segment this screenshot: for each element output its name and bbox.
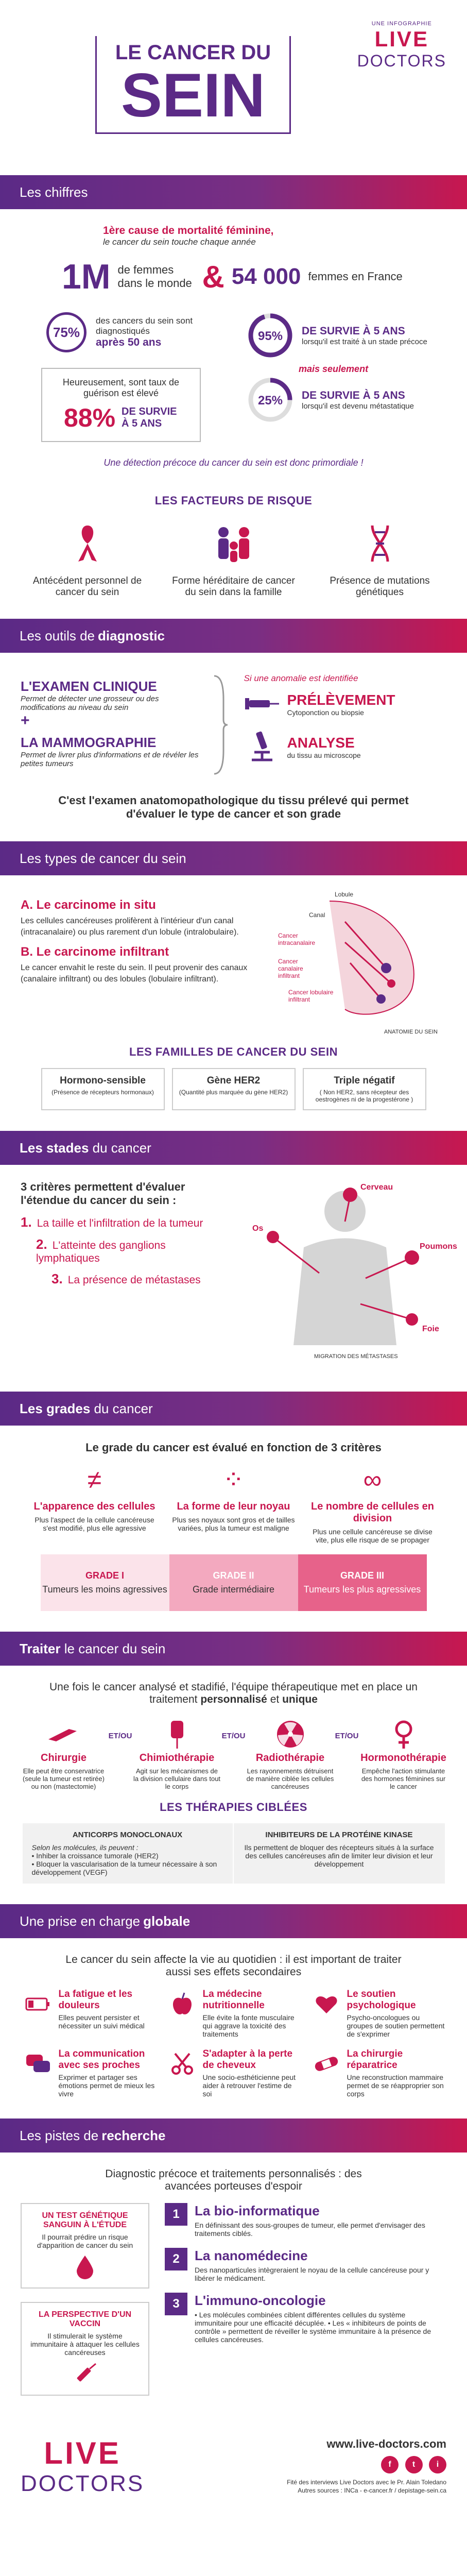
type-a-desc: Les cellules cancéreuses prolifèrent à l'intérieur d'un canal (intracanalaire) ou plus rarement d'un lobule (intralobulaire). xyxy=(21,917,239,937)
detection-text: Une détection précoce du cancer du sein est donc primordiale ! xyxy=(103,457,364,468)
prise-desc: Elles peuvent persister et nécessiter un suivi médical xyxy=(58,2013,145,2030)
anat-caption: ANATOMIE DU SEIN xyxy=(384,1029,438,1035)
grade-label: GRADE II xyxy=(213,1570,254,1581)
grade-criterion xyxy=(169,1465,298,1544)
apple-icon xyxy=(167,1989,198,2020)
label-foie: Foie xyxy=(422,1325,439,1333)
not-equal-icon: ≠ xyxy=(87,1465,102,1494)
famille-name: Triple négatif xyxy=(334,1075,395,1086)
treatment-desc: Empêche l'action stimulante des hormones féminines sur le cancer xyxy=(361,1767,446,1790)
treatment-title: Hormonothérapie xyxy=(360,1752,446,1764)
stade-text: La présence de métastases xyxy=(67,1274,201,1286)
prise-desc: Exprimer et partager ses émotions permet de mieux les vivre xyxy=(58,2073,155,2098)
type-b-desc: Le cancer envahit le reste du sein. Il peut provenir des canaux (canalaire infiltrant) ou des lobules (lobulaire infiltrant). xyxy=(21,963,248,984)
vaccine-icon xyxy=(72,2362,98,2387)
prise-title: La médecine nutritionnelle xyxy=(202,1989,265,2011)
pct88: 88% xyxy=(63,403,116,432)
band-label: Les types de cancer du sein xyxy=(20,850,186,866)
famille-desc: ( Non HER2, sans récepteur des oestrogènes ni de la progestérone ) xyxy=(315,1089,413,1103)
research-box-title: UN TEST GÉNÉTIQUE SANGUIN À L'ÉTUDE xyxy=(42,2211,128,2229)
grade-criterion xyxy=(308,1465,437,1544)
band-label: du cancer xyxy=(94,1400,153,1416)
prise-title: La chirurgie réparatrice xyxy=(347,2048,403,2071)
cause-title: 1ère cause de mortalité féminine, xyxy=(103,225,274,236)
chat-icon xyxy=(23,2048,54,2079)
famille-item xyxy=(41,1068,165,1110)
pct88-text: DE SURVIE À 5 ANS xyxy=(122,406,177,429)
famille-name: Hormono-sensible xyxy=(60,1075,146,1086)
pct25-ring xyxy=(247,377,293,423)
prise-title: La communication avec ses proches xyxy=(58,2048,145,2071)
section-band-stades xyxy=(0,1131,467,1165)
stade-text: L'atteinte des ganglions lymphatiques xyxy=(36,1240,166,1264)
prise-item xyxy=(167,2048,301,2098)
research-desc: • Les molécules combinées ciblent différentes cellules du système immunitaire pour une efficacité décuplée. • Les « inhibiteurs de points de contrôle » permettent de réveiller le système immunitaire à la présence de cellules cancéreuses. xyxy=(195,2311,431,2344)
research-box xyxy=(21,2203,149,2289)
prise-title: La fatigue et les douleurs xyxy=(58,1989,133,2011)
anat-intra: Cancer intracanalaire xyxy=(278,932,316,946)
grade-scale xyxy=(0,1554,467,1611)
cible-title: ANTICORPS MONOCLONAUX xyxy=(72,1831,183,1839)
cible-title: INHIBITEURS DE LA PROTÉINE KINASE xyxy=(265,1831,413,1839)
title-big: SEIN xyxy=(120,61,266,130)
prise-title: S'adapter à la perte de cheveux xyxy=(202,2048,293,2071)
twitter-icon[interactable]: t xyxy=(405,2456,423,2473)
criterion-title: La forme de leur noyau xyxy=(177,1501,290,1512)
migration-caption: MIGRATION DES MÉTASTASES xyxy=(314,1353,398,1360)
label-cerveau: Cerveau xyxy=(360,1183,393,1192)
famille-item xyxy=(172,1068,296,1110)
txt-monde: de femmes dans le monde xyxy=(117,263,192,290)
prise-item xyxy=(311,1989,445,2038)
pct25-value: 25% xyxy=(257,394,283,408)
section-band-recherche xyxy=(0,2119,467,2153)
cibles-title: LES THÉRAPIES CIBLÉES xyxy=(160,1801,307,1814)
facteur-label: Présence de mutations génétiques xyxy=(330,575,430,598)
analyse-desc: du tissu au microscope xyxy=(287,751,361,759)
chiffres-section xyxy=(0,225,467,468)
guerison-text: Heureusement, sont taux de guérison est élevé xyxy=(62,377,180,398)
cible-desc: Ils permettent de bloquer des récepteurs situés à la surface des cellules cancéreuses afin de limiter leur division et leur développement xyxy=(244,1843,434,1868)
famille-desc: (Présence de récepteurs hormonaux) xyxy=(51,1089,154,1096)
prise-item xyxy=(167,1989,301,2038)
prise-desc: Psycho-oncologues ou groupes de soutien permettent de s'exprimer xyxy=(347,2013,445,2038)
family-icon xyxy=(208,518,260,569)
grade-label: GRADE I xyxy=(85,1570,124,1581)
treatment-desc: Les rayonnements détruisent de manière ciblée les cellules cancéreuses xyxy=(246,1767,334,1790)
stade-num: 2. xyxy=(36,1236,47,1252)
treatment-item xyxy=(247,1716,334,1790)
logo-tag: UNE INFOGRAPHIE xyxy=(371,21,432,27)
prise-desc: Une reconstruction mammaire permet de se réapproprier son corps xyxy=(347,2073,444,2098)
research-item xyxy=(165,2203,443,2238)
header xyxy=(0,0,467,155)
pct75-bold: après 50 ans xyxy=(96,336,162,348)
famille-name: Gène HER2 xyxy=(206,1075,261,1086)
treatment-desc: Elle peut être conservatrice (seule la tumeur est retirée) ou non (mastectomie) xyxy=(23,1767,105,1790)
stade-item xyxy=(21,1214,216,1230)
band-label: le cancer du sein xyxy=(64,1640,166,1656)
footer-logo[interactable] xyxy=(21,2435,144,2497)
stade-num: 3. xyxy=(51,1271,63,1286)
prise-list xyxy=(0,1989,467,2098)
cible-point: • Inhiber la croissance tumorale (HER2) xyxy=(31,1852,159,1860)
research-num: 2 xyxy=(165,2248,187,2270)
bracket-icon xyxy=(213,673,233,776)
grade-step xyxy=(169,1554,298,1611)
research-box xyxy=(21,2302,149,2396)
footer-logo-doctors: DOCTORS xyxy=(21,2470,145,2496)
research-num: 1 xyxy=(165,2203,187,2226)
heart-hands-icon xyxy=(311,1989,342,2020)
anat-canal: Canal xyxy=(309,911,325,919)
outils-section xyxy=(0,668,467,782)
grade-desc: Grade intermédiaire xyxy=(192,1584,275,1595)
logo-doctors: DOCTORS xyxy=(357,52,446,70)
microscope-icon xyxy=(244,729,280,765)
research-desc: En définissant des sous-groupes de tumeur, elle permet d'envisager des traitements ciblés. xyxy=(195,2221,425,2238)
battery-icon xyxy=(23,1989,54,2020)
research-title: L'immuno-oncologie xyxy=(195,2293,326,2308)
intro-bold: personnalisé xyxy=(200,1693,267,1705)
cible-sub: Selon les molécules, ils peuvent : xyxy=(31,1843,139,1852)
label-os: Os xyxy=(252,1224,264,1233)
stade-num: 1. xyxy=(21,1214,32,1230)
research-item xyxy=(165,2293,443,2344)
footer xyxy=(0,2409,467,2522)
famille-item xyxy=(303,1068,426,1110)
breast-anatomy xyxy=(268,891,443,1035)
scissors-icon xyxy=(167,2048,198,2079)
stade-item xyxy=(36,1236,216,1265)
treatment-item xyxy=(360,1716,447,1790)
grade-desc: Tumeurs les moins agressives xyxy=(42,1584,167,1595)
intro-bold: unique xyxy=(282,1693,318,1705)
analyse-title: ANALYSE xyxy=(287,735,355,751)
grade-criterion xyxy=(30,1465,159,1544)
criterion-desc: Plus une cellule cancéreuse se divise vite, plus elle risque de se propager xyxy=(313,1528,433,1544)
dna-icon xyxy=(354,518,406,569)
prelevement-title: PRÉLÈVEMENT xyxy=(287,692,395,708)
plus-icon: + xyxy=(21,712,30,729)
pct95-title: DE SURVIE À 5 ANS xyxy=(302,325,405,337)
facteur-label: Forme héréditaire de cancer du sein dans la famille xyxy=(172,575,295,598)
traiter-intro xyxy=(0,1681,467,1706)
grade-step xyxy=(298,1554,427,1611)
band-label-bold: Les stades xyxy=(20,1140,89,1156)
criterion-desc: Plus ses noyaux sont gros et de tailles variées, plus la tumeur est maligne xyxy=(172,1516,295,1532)
bandage-icon xyxy=(311,2048,342,2079)
venus-icon xyxy=(360,1716,447,1752)
pct95-ring xyxy=(247,312,293,359)
intro-part: Une fois le cancer analysé et stadifié, l'équipe thérapeutique met en place un traitement xyxy=(49,1681,418,1705)
pct75-text: des cancers du sein sont diagnostiqués xyxy=(96,316,193,336)
cell-division-icon: ∞ xyxy=(363,1465,382,1494)
prise-desc: Une socio-esthéticienne peut aider à retrouver l'estime de soi xyxy=(202,2073,296,2098)
types-section xyxy=(0,891,467,1035)
facebook-icon[interactable]: f xyxy=(381,2456,399,2473)
band-label-bold: recherche xyxy=(101,2127,166,2143)
treatments-list xyxy=(0,1716,467,1790)
band-label-bold: Les grades xyxy=(20,1400,91,1416)
stades-section xyxy=(0,1180,467,1371)
intro-part: et xyxy=(270,1693,280,1705)
guerison-box xyxy=(41,368,201,442)
facteurs-title: LES FACTEURS DE RISQUE xyxy=(154,494,313,507)
cells-icon: ⁘ xyxy=(222,1465,245,1494)
instagram-icon[interactable]: i xyxy=(429,2456,446,2473)
anat-canal-inf: Cancer canalaire infiltrant xyxy=(278,958,303,979)
section-band-grades xyxy=(0,1392,467,1426)
prise-item xyxy=(23,1989,157,2038)
band-label-bold: globale xyxy=(143,1913,191,1929)
exam-title: L'EXAMEN CLINIQUE xyxy=(21,679,157,694)
section-band-prise xyxy=(0,1904,467,1938)
treatment-title: Radiothérapie xyxy=(255,1752,325,1764)
facteur-item xyxy=(316,518,444,598)
radiation-icon xyxy=(247,1716,334,1752)
anomalie-text: Si une anomalie est identifiée xyxy=(244,673,358,683)
num-monde: 1M xyxy=(62,257,111,296)
prelevement-desc: Cytoponction ou biopsie xyxy=(287,708,364,717)
sources-text: Autres sources : INCa - e-cancer.fr / depistage-sein.ca xyxy=(298,2487,446,2494)
research-num: 3 xyxy=(165,2293,187,2315)
stades-intro: 3 critères permettent d'évaluer l'étendue du cancer du sein : xyxy=(21,1180,185,1207)
facteur-item xyxy=(169,518,298,598)
txt-france: femmes en France xyxy=(308,270,403,283)
band-label: du cancer xyxy=(92,1140,151,1156)
title-small: LE CANCER DU xyxy=(115,41,271,64)
prise-item xyxy=(23,2048,157,2098)
research-title: La nanomédecine xyxy=(195,2248,308,2263)
criterion-desc: Plus l'aspect de la cellule cancéreuse s'est modifié, plus elle agressive xyxy=(34,1516,154,1532)
logo-live: LIVE xyxy=(374,27,429,51)
cibles-list xyxy=(21,1823,446,1884)
amp: & xyxy=(202,259,224,294)
etou-label: ET/OU xyxy=(108,1732,132,1740)
famille-desc: (Quantité plus marquée du gène HER2) xyxy=(179,1089,288,1096)
section-band-chiffres xyxy=(0,175,467,209)
band-label-bold: Traiter xyxy=(20,1640,61,1656)
treatment-title: Chimiothérapie xyxy=(139,1752,215,1764)
cible-point: • Bloquer la vascularisation de la tumeur nécessaire à son développement (VEGF) xyxy=(31,1860,217,1876)
facteur-label: Antécédent personnel de cancer du sein xyxy=(32,575,142,598)
iv-drip-icon xyxy=(133,1716,221,1752)
research-box-desc: Il pourrait prédire un risque d'apparition de cancer du sein xyxy=(37,2233,133,2249)
type-a-title: A. Le carcinome in situ xyxy=(21,898,156,912)
footer-logo-live: LIVE xyxy=(44,2435,121,2470)
band-label-bold: diagnostic xyxy=(97,628,165,643)
research-title: La bio-informatique xyxy=(195,2203,320,2218)
grade-label: GRADE III xyxy=(340,1570,384,1581)
stade-text: La taille et l'infiltration de la tumeur xyxy=(37,1217,203,1229)
research-box-desc: Il stimulerait le système immunitaire à attaquer les cellules cancéreuses xyxy=(30,2332,140,2357)
facteurs-list xyxy=(0,518,467,598)
conclusion-text: C'est l'examen anatomopathologique du tissu prélevé qui permet d'évaluer le type de cancer et son grade xyxy=(58,794,409,820)
grades-criteria xyxy=(0,1465,467,1544)
mammo-title: LA MAMMOGRAPHIE xyxy=(21,735,157,750)
section-band-traiter xyxy=(0,1632,467,1666)
band-label: Les chiffres xyxy=(20,184,88,200)
familles-title: LES FAMILLES DE CANCER DU SEIN xyxy=(129,1045,338,1058)
research-item xyxy=(165,2248,443,2282)
prise-desc: Elle évite la fonte musculaire qui aggrave la toxicité des traitements xyxy=(202,2013,295,2038)
mammo-desc: Permet de livrer plus d'informations et de révéler les petites tumeurs xyxy=(21,751,199,768)
pct75-circle: 75% xyxy=(46,312,87,352)
cible-item xyxy=(23,1823,234,1884)
brand-logo[interactable] xyxy=(357,21,446,71)
page-title xyxy=(100,41,286,130)
exam-desc: Permet de détecter une grosseur ou des modifications au niveau du sein xyxy=(21,694,159,712)
pct95-value: 95% xyxy=(257,329,283,343)
prise-title: Le soutien psychologique xyxy=(347,1989,416,2011)
anat-lob-inf: Cancer lobulaire infiltrant xyxy=(288,989,334,1003)
anat-lobule: Lobule xyxy=(335,891,354,898)
type-b-title: B. Le carcinome infiltrant xyxy=(21,945,169,959)
band-label: Les pistes de xyxy=(20,2127,99,2143)
cause-sub: le cancer du sein touche chaque année xyxy=(103,237,256,247)
treatment-item xyxy=(20,1716,108,1790)
treatment-item xyxy=(133,1716,221,1790)
body-silhouette xyxy=(242,1180,448,1350)
blood-drop-icon xyxy=(75,2255,95,2280)
credit-text: Fité des interviews Live Doctors avec le Pr. Alain Toledano xyxy=(287,2479,446,2486)
treatment-title: Chirurgie xyxy=(41,1752,87,1764)
metastases-figure xyxy=(242,1180,457,1366)
facteur-item xyxy=(23,518,152,598)
num-france: 54 000 xyxy=(231,264,301,289)
prise-intro: Le cancer du sein affecte la vie au quotidien : il est important de traiter aussi ses effets secondaires xyxy=(65,1954,402,1978)
syringe-icon xyxy=(244,689,280,720)
pct25-desc: lorsqu'il est devenu métastatique xyxy=(302,401,414,411)
research-desc: Des nanoparticules intègreraient le noyau de la cellule cancéreuse pour y libérer le médicament. xyxy=(195,2266,429,2282)
grades-intro: Le grade du cancer est évalué en fonction de 3 critères xyxy=(85,1441,382,1454)
label-poumons: Poumons xyxy=(420,1242,457,1251)
grade-step xyxy=(41,1554,169,1611)
etou-label: ET/OU xyxy=(335,1732,359,1740)
pct25-title: DE SURVIE À 5 ANS xyxy=(302,389,405,401)
band-label: Une prise en charge xyxy=(20,1913,141,1929)
ribbon-icon xyxy=(62,518,113,569)
band-label: Les outils de xyxy=(20,628,95,643)
recherche-section xyxy=(0,2203,467,2409)
pct95-desc: lorsqu'il est traité à un stade précoce xyxy=(302,337,427,346)
criterion-title: Le nombre de cellules en division xyxy=(311,1501,434,1524)
grade-desc: Tumeurs les plus agressives xyxy=(303,1584,421,1595)
cible-item xyxy=(234,1823,445,1884)
etou-label: ET/OU xyxy=(221,1732,246,1740)
scalpel-icon xyxy=(20,1716,108,1752)
section-band-outils xyxy=(0,619,467,653)
website-link[interactable]: www.live-doctors.com xyxy=(326,2437,446,2450)
familles-list xyxy=(0,1068,467,1110)
stade-item xyxy=(51,1271,216,1287)
section-band-types xyxy=(0,841,467,875)
treatment-desc: Agit sur les mécanismes de la division cellulaire dans tout le corps xyxy=(133,1767,221,1790)
research-box-title: LA PERSPECTIVE D'UN VACCIN xyxy=(38,2310,132,2328)
criterion-title: L'apparence des cellules xyxy=(33,1501,155,1512)
recherche-intro: Diagnostic précoce et traitements personnalisés : des avancées porteuses d'espoir xyxy=(105,2168,362,2192)
prise-item xyxy=(311,2048,445,2098)
mais-seulement: mais seulement xyxy=(299,364,369,374)
